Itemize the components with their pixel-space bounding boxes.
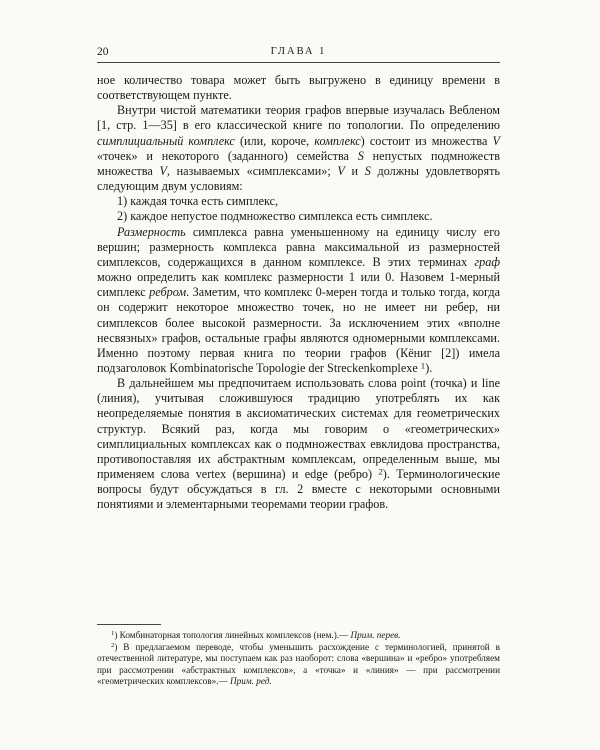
paragraph-continuation: ное количество товара может быть выгружено в единицу времени в соответствующем пункте. — [97, 73, 500, 103]
paragraph-dimension: Размерность симплекса равна уменьшенному на единицу числу его вершин; размерность комплекса равна максимальной из размерностей симплексов, содержащихся в данном комплексе. В этих терминах граф можно определить как комплекс размерности 1 или 0. Назовем 1-мерный симплекс ребром. Заметим, что комплекс 0-мерен тогда и только тогда, когда он содержит некоторое множество точек, но не имеет ни ребер, ни симплексов более высокой размерности. За исключением этих «вполне несвязных» графов, остальные графы являются одномерными комплексами. Именно поэтому первая книга по теории графов (Кёниг [2]) имела подзаголовок Kombinatorische Topologie der Streckenkomplexe $^1$). — [97, 224, 501, 375]
condition-1: 1) каждая точка есть симплекс, — [117, 194, 279, 209]
term-edge: ребром — [149, 285, 187, 300]
page-number: 20 — [97, 46, 109, 58]
running-header — [97, 44, 500, 60]
footnote-ref-2: 2 — [378, 466, 383, 477]
paragraph-definition: Внутри чистой математики теория графов впервые изучалась Вебленом [1, стр. 1—35] в его классической книге по топологии. По определению симплициальный комплекс (или, короче, комплекс) состоит из множества V «точек» и некоторого (заданного) семейства S непустых подмножеств множества V, называемых «симплексами»; V и S должны удовлетворять следующим двум условиям: — [97, 103, 500, 194]
chapter-title: ГЛАВА 1 — [270, 46, 327, 57]
term-graph: граф — [474, 254, 500, 269]
header-rule — [97, 62, 500, 63]
footnote-rule — [97, 624, 161, 625]
term-complex: комплекс — [314, 133, 361, 148]
footnote-ref-1: 1 — [420, 360, 426, 371]
condition-2: 2) каждое непустое подмножество симплекса есть симплекс. — [117, 209, 433, 224]
footnotes — [97, 630, 500, 688]
main-text — [97, 73, 500, 513]
footnote-1: $^1$) Комбинаторная топология линейных комплексов (нем.).— Прим. перев. — [111, 630, 401, 640]
footnote-2: $^2$) В предлагаемом переводе, чтобы уменьшить расхождение с терминологией, принятой в отечественной литературе, мы поступаем как раз наоборот: слова «вершина» и «ребро» употребляем при рассмотрении «абстрактных комплексов», а «точка» и «линия» — при рассмотрении «геометрических комплексов».— Прим. ред. — [97, 641, 500, 687]
term-simplicial-complex: симплициальный комплекс — [97, 133, 235, 148]
term-dimension: Размерность — [117, 224, 186, 239]
paragraph-terminology: В дальнейшем мы предпочитаем использовать слова point (точка) и line (линия), учитывая сложившуюся традицию употреблять их как неопределяемые понятия в аксиоматических системах для геометрических структур. Всякий раз, когда мы говорим о «геометрических» симплициальных комплексах как о подмножествах евклидова пространства, противопоставляя их абстрактным комплексам, определенным выше, мы применяем слова vertex (вершина) и edge (ребро) $^2$). Терминологические вопросы будут обсуждаться в гл. 2 вместе с некоторыми основными понятиями и элементарными теоремами теории графов. — [97, 376, 500, 512]
